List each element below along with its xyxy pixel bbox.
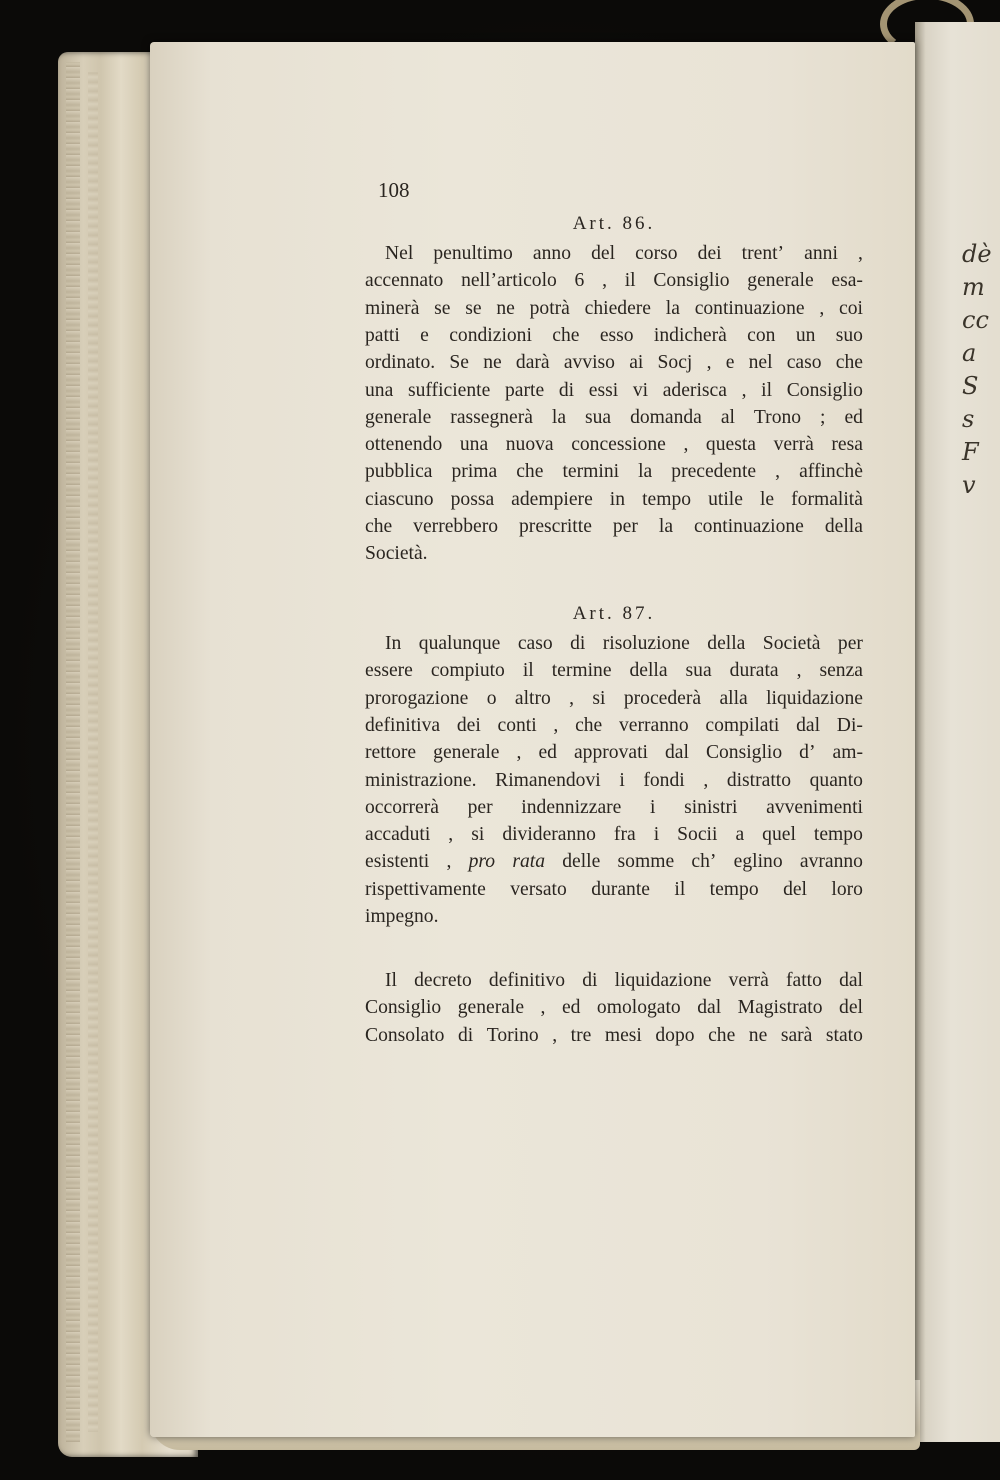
text-line: esistenti , pro rata delle somme ch’ eglino avranno: [365, 851, 863, 873]
text-line: ciascuno possa adempiere in tempo utile le formalità: [365, 488, 863, 510]
text-line: generale rassegnerà la sua domanda al Trono ; ed: [365, 406, 863, 428]
text-line: pubblica prima che termini la precedente , affinchè: [365, 461, 863, 483]
text-line: occorrerà per indennizzare i sinistri avvenimenti: [365, 796, 863, 818]
facing-page-fragment: dè: [962, 240, 992, 268]
text-line: accaduti , si divideranno fra i Socii a quel tempo: [365, 824, 863, 846]
text-line: Consiglio generale , ed omologato dal Magistrato del: [365, 997, 863, 1019]
text-line: ministrazione. Rimanendovi i fondi , distratto quanto: [365, 769, 863, 791]
text-line: rispettivamente versato durante il tempo del loro: [365, 878, 863, 900]
facing-page-fragment: cc: [962, 306, 989, 334]
facing-page-fragment: S: [962, 372, 979, 400]
text-line: definitiva dei conti , che verranno compilati dal Di-: [365, 714, 863, 736]
text-line: una sufficiente parte di essi vi aderisca , il Consiglio: [365, 379, 863, 401]
article-heading: Art. 87.: [572, 603, 656, 624]
facing-page-fragment: a: [962, 339, 977, 367]
text-line: minerà se se ne potrà chiedere la continuazione , coi: [365, 297, 863, 319]
text-line: ordinato. Se ne darà avviso ai Socj , e nel caso che: [365, 352, 863, 374]
facing-page-fragment: v: [962, 471, 976, 499]
text-line: Il decreto definitivo di liquidazione verrà fatto dal: [385, 970, 863, 991]
text-line: rettore generale , ed approvati dal Consiglio d’ am-: [365, 742, 863, 764]
text-line: Consolato di Torino , tre mesi dopo che ne sarà stato: [365, 1024, 863, 1046]
facing-page-text: [962, 238, 1000, 502]
text-line: Nel penultimo anno del corso dei trent’ anni ,: [385, 243, 863, 264]
facing-page: [915, 22, 1000, 1442]
text-line: che verrebbero prescritte per la continuazione della: [365, 516, 863, 537]
facing-page-fragment: s: [962, 405, 975, 433]
text-line: prorogazione o altro , si procederà alla liquidazione: [365, 687, 863, 709]
facing-page-fragment: F: [962, 438, 979, 466]
text-line: In qualunque caso di risoluzione della Società per: [385, 633, 863, 654]
text-line: essere compiuto il termine della sua durata , senza: [365, 660, 863, 682]
text-line: patti e condizioni che esso indicherà con un suo: [365, 324, 863, 346]
page-number: 108: [378, 178, 410, 202]
article-heading: Art. 86.: [572, 213, 656, 234]
text-line: accennato nell’articolo 6 , il Consiglio generale esa-: [365, 270, 863, 292]
facing-page-fragment: m: [962, 273, 985, 301]
text-line: Società.: [365, 543, 428, 565]
text-line: impegno.: [365, 906, 439, 927]
text-line: ottenendo una nuova concessione , questa verrà resa: [365, 434, 863, 456]
